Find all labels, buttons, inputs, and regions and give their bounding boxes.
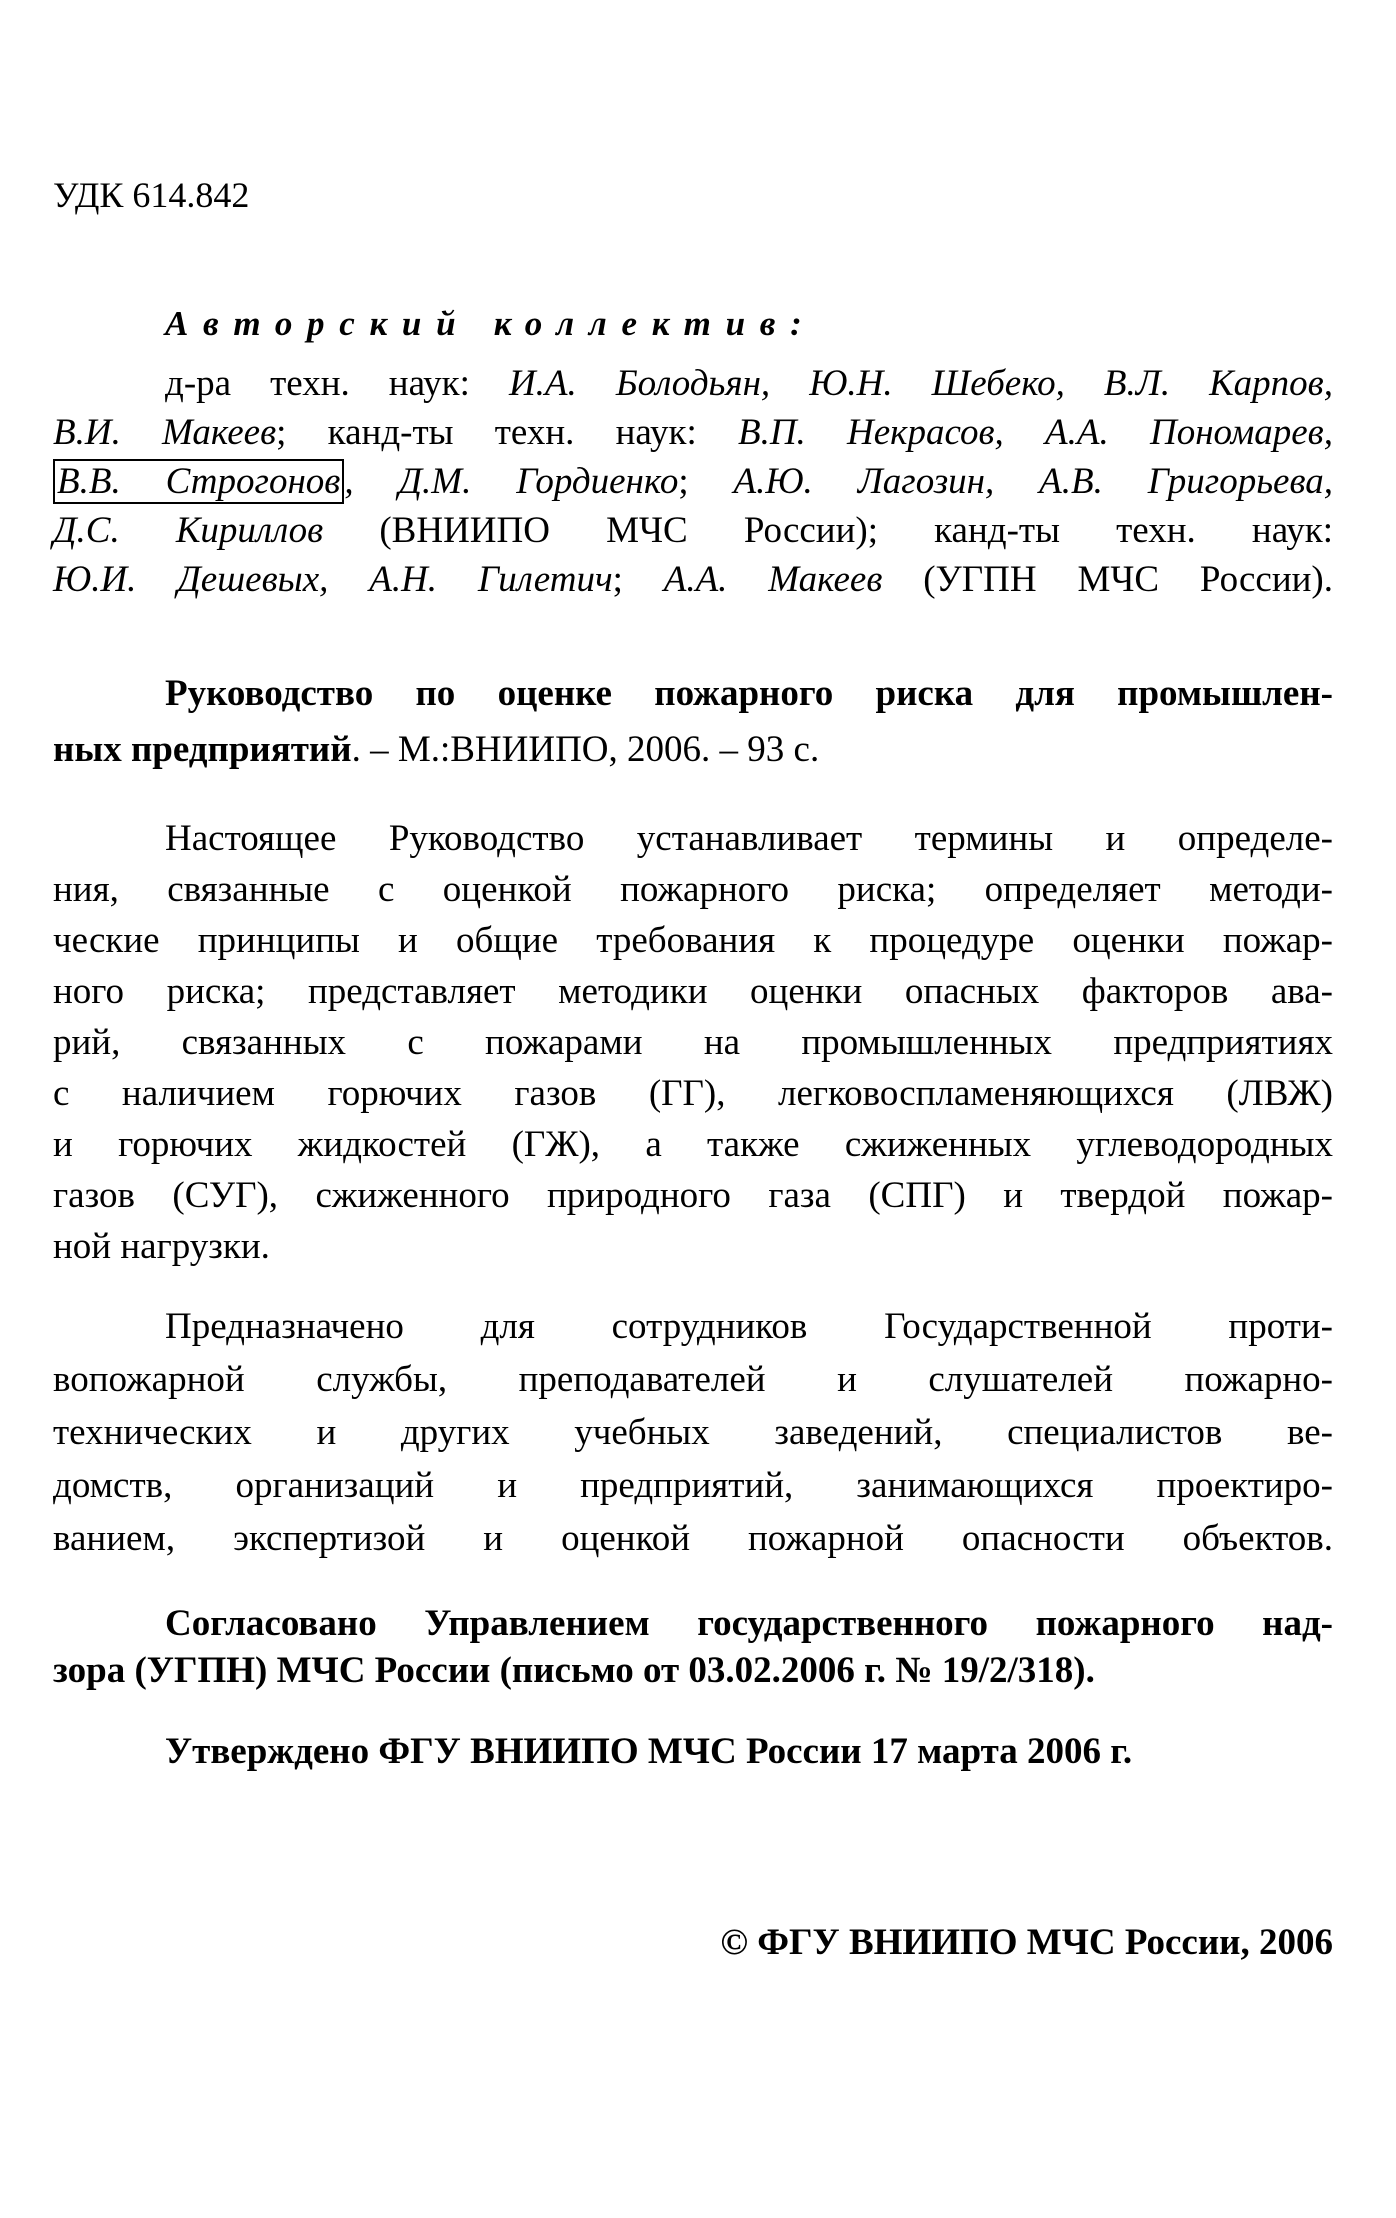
authors-line [53, 506, 1333, 555]
text-line: вопожарной службы, преподавателей и слушателей пожарно- [53, 1359, 1333, 1400]
author-names: Ю.И. Дешевых, А.Н. Гилетич [53, 559, 613, 600]
text-line: зора (УГПН) МЧС России (письмо от 03.02.2006 г. № 19/2/318). [53, 1650, 1095, 1691]
text-line: газов (СУГ), сжиженного природного газа (СПГ) и твердой пожар- [53, 1175, 1333, 1216]
separator: ; [678, 461, 734, 502]
authors-list [53, 359, 1333, 604]
author-names: В.П. Некрасов, А.А. Пономарев, [737, 412, 1333, 453]
text-line: ния, связанные с оценкой пожарного риска; определяет методи- [53, 869, 1333, 910]
approval-statement: Утверждено ФГУ ВНИИПО МЧС России 17 марта 2006 г. [165, 1731, 1133, 1772]
authors-line [53, 408, 1333, 457]
author-names: В.И. Макеев [53, 412, 277, 453]
publication-info: . – М.:ВНИИПО, 2006. – 93 с. [351, 729, 820, 770]
text-line: Согласовано Управлением государственного пожарного над- [165, 1603, 1333, 1644]
author-names: , Д.М. Гордиенко [344, 461, 679, 502]
authors-line [53, 457, 1333, 506]
text-line: и горючих жидкостей (ГЖ), а также сжиженных углеводородных [53, 1124, 1333, 1165]
agreement-paragraph [53, 1600, 1333, 1694]
udk-code: УДК 614.842 [53, 175, 250, 215]
text-line: ванием, экспертизой и оценкой пожарной опасности объектов. [53, 1518, 1333, 1559]
text-line: Настоящее Руководство устанавливает термины и определе- [165, 818, 1333, 859]
affiliation: (ВНИИПО МЧС России); канд-ты техн. наук: [323, 510, 1333, 551]
text-line: домств, организаций и предприятий, занимающихся проектиро- [53, 1465, 1333, 1506]
title-line [53, 722, 1333, 778]
author-names: И.А. Болодьян, Ю.Н. Шебеко, В.Л. Карпов, [508, 363, 1333, 404]
highlighted-author-name: В.В. Строгонов [53, 459, 344, 504]
author-names: Д.С. Кириллов [53, 510, 324, 551]
text-line: технических и других учебных заведений, специалистов ве- [53, 1412, 1333, 1453]
text-line: Предназначено для сотрудников Государственной проти- [165, 1306, 1333, 1347]
bibliographic-title [53, 666, 1333, 778]
authors-heading: Авторский коллектив: [165, 304, 817, 343]
text-line: ной нагрузки. [53, 1226, 270, 1267]
authors-line [53, 359, 1333, 408]
degree-label: ; канд-ты техн. наук: [276, 412, 738, 453]
text-line: с наличием горючих газов (ГГ), легковоспламеняющихся (ЛВЖ) [53, 1073, 1333, 1114]
degree-label: д-ра техн. наук: [165, 363, 509, 404]
text-line: ного риска; представляет методики оценки опасных факторов ава- [53, 971, 1333, 1012]
affiliation: (УГПН МЧС России). [882, 559, 1334, 600]
separator: ; [612, 559, 664, 600]
audience-paragraph [53, 1300, 1333, 1565]
title-line: Руководство по оценке пожарного риска для промышлен- [165, 673, 1333, 714]
copyright-notice: © ФГУ ВНИИПО МЧС России, 2006 [720, 1922, 1333, 1963]
abstract-paragraph [53, 813, 1333, 1272]
text-line: рий, связанных с пожарами на промышленных предприятиях [53, 1022, 1333, 1063]
author-names: А.А. Макеев [663, 559, 883, 600]
authors-line [53, 555, 1333, 604]
title-end: ных предприятий [53, 729, 352, 770]
author-names: А.Ю. Лагозин, А.В. Григорьева, [733, 461, 1334, 502]
text-line: ческие принципы и общие требования к процедуре оценки пожар- [53, 920, 1333, 961]
